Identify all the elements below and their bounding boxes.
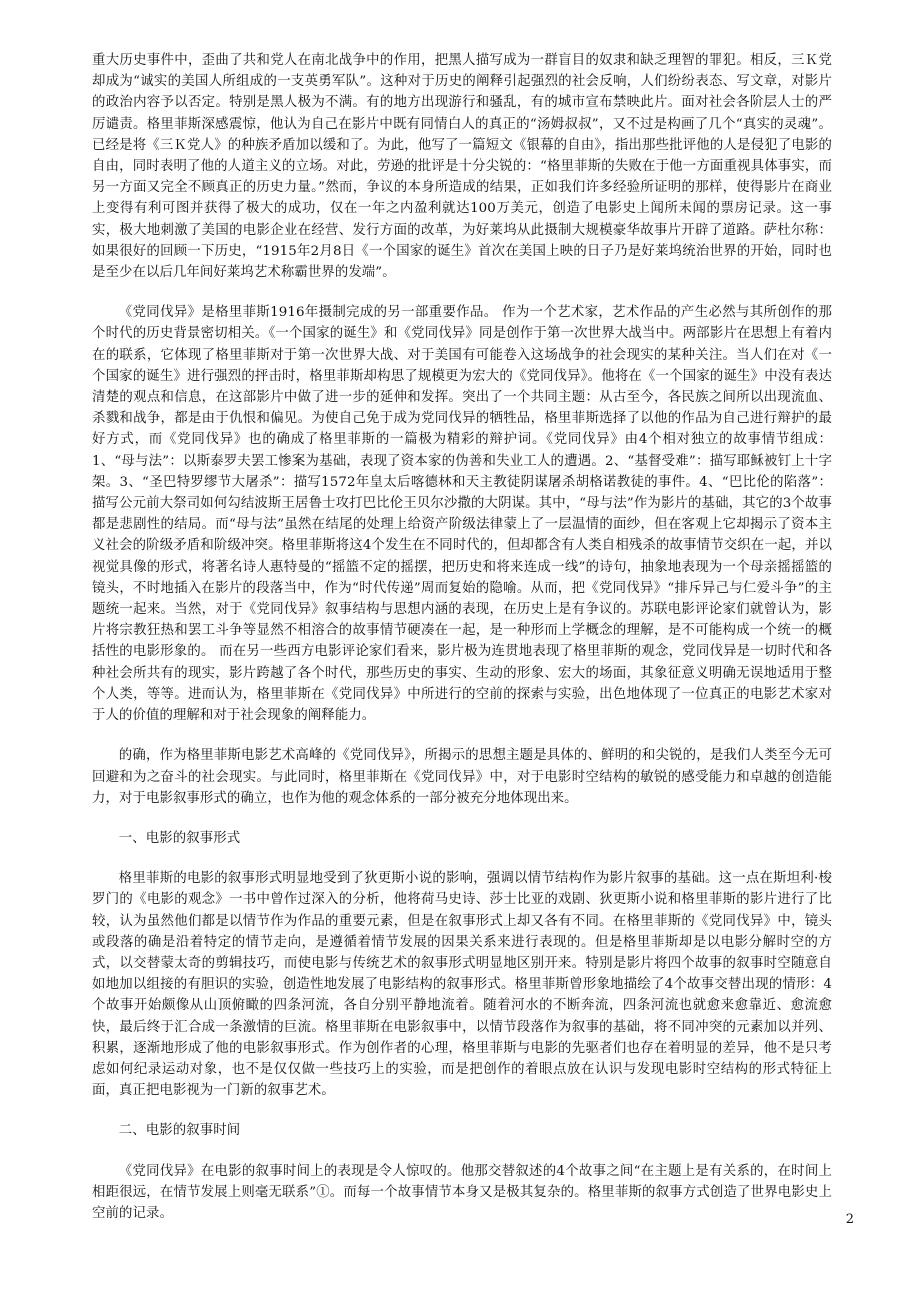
paragraph-5: 《党同伐异》在电影的叙事时间上的表现是令人惊叹的。他那交替叙述的4个故事之间“在主题上是有关系的，在时间上相距很远，在情节发展上则毫无联系”①。而每一个故事情节本身又是极其复杂的。格里菲斯的叙事方式创造了世界电影史上空前的记录。 xyxy=(92,1163,832,1221)
page-number: 2 xyxy=(845,1212,854,1227)
document-body xyxy=(92,50,832,1243)
section-heading-1: 一、电影的叙事形式 xyxy=(118,830,241,846)
paragraph-2: 《党同伐异》是格里菲斯1916年摄制完成的另一部重要作品。 作为一个艺术家，艺术作品的产生必然与其所创作的那个时代的历史背景密切相关。《一个国家的诞生》和《党同伐异》同是创作于第一次世界大战当中。两部影片在思想上有着内在的联系，它体现了格里菲斯对于第一次世界大战、对于美国有可能卷入这场战争的社会现实的某种关注。当人们在对《一个国家的诞生》进行强烈的抨击时，格里菲斯却构思了规模更为宏大的《党同伐异》。他将在《一个国家的诞生》中没有表达清楚的观点和信息，在这部影片中做了进一步的延伸和发挥。突出了一个共同主题：从古至今，各民族之间所以出现流血、杀戮和战争，都是由于仇恨和偏见。为使自己免于成为党同伐异的牺牲品，格里菲斯选择了以他的作品为自己进行辩护的最好方式，而《党同伐异》也的确成了格里菲斯的一篇极为精彩的辩护词。《党同伐异》由4个相对独立的故事情节组成：1、“母与法”：以斯泰罗夫罢工惨案为基础，表现了资本家的伪善和失业工人的遭遇。2、“基督受难”：描写耶稣被钉上十字架。3、“圣巴特罗缪节大屠杀”：描写1572年皇太后喀德林和天主教徒阴谋屠杀胡格诺教徒的事件。4、“巴比伦的陷落”：描写公元前大祭司如何勾结波斯王居鲁士攻打巴比伦王贝尔沙撒的大阴谋。其中，“母与法”作为影片的基础，其它的3个故事都是悲剧性的结局。而“母与法”虽然在结尾的处理上给资产阶级法律蒙上了一层温情的面纱，但在客观上它却揭示了资本主义社会的阶级矛盾和阶级冲突。格里菲斯将这4个发生在不同时代的，但却都含有人类自相残杀的故事情节交织在一起，并以视觉具像的形式，将著名诗人惠特曼的“摇篮不定的摇摆，把历史和将来连成一线”的诗句，抽象地表现为一个母亲摇摇篮的镜头，不时地插入在影片的段落当中，作为“时代传递”周而复始的隐喻。从而，把《党同伐异》“排斥异己与仁爱斗争”的主题统一起来。当然，对于《党同伐异》叙事结构与思想内涵的表现，在历史上是有争议的。苏联电影评论家们就曾认为，影片将宗教狂热和罢工斗争等显然不相溶合的故事情节硬凑在一起，是一种形而上学概念的理解，是不可能构成一个统一的概括性的电影形象的。 而在另一些西方电影评论家们看来，影片极为连贯地表现了格里菲斯的观念，党同伐异是一切时代和各种社会所共有的现实，影片跨越了各个时代，那些历史的事实、生动的形象、宏大的场面，其象征意义明确无误地适用于整个人类，等等。进而认为，格里菲斯在《党同伐异》中所进行的空前的探索与实验，出色地体现了一位真正的电影艺术家对于人的价值的理解和对于社会现象的阐释能力。 xyxy=(92,305,832,724)
section-heading-2: 二、电影的叙事时间 xyxy=(118,1123,241,1139)
paragraph-1: 重大历史事件中，歪曲了共和党人在南北战争中的作用，把黑人描写成为一群盲目的奴隶和缺乏理智的罪犯。相反，三Ｋ党却成为“诚实的美国人所组成的一支英勇军队”。这种对于历史的阐释引起强烈的社会反响，人们纷纷表态、写文章，对影片的政治内容予以否定。特别是黑人极为不满。有的地方出现游行和骚乱，有的城市宣布禁映此片。面对社会各阶层人士的严厉谴责。格里菲斯深感震惊，他认为自己在影片中既有同情白人的真正的“汤姆叔叔”，又不过是构画了几个“真实的灵魂”。已经是将《三Ｋ党人》的种族矛盾加以缓和了。为此，他写了一篇短文《银幕的自由》，指出那些批评他的人是侵犯了电影的自由，同时表明了他的人道主义的立场。对此，劳逊的批评是十分尖锐的：“格里菲斯的失败在于他一方面重视具体事实，而另一方面又完全不顾真正的历史力量。”然而，争议的本身所造成的结果，正如我们许多经验所证明的那样，使得影片在商业上变得有利可图并获得了极大的成功，仅在一年之内盈利就达100万美元，创造了电影史上闻所未闻的票房记录。这一事实，极大地刺激了美国的电影企业在经营、发行方面的改革，为好莱坞从此摄制大规模豪华故事片开辟了道路。萨杜尔称：如果很好的回顾一下历史，“1915年2月8日《一个国家的诞生》首次在美国上映的日子乃是好莱坞统治世界的开始，同时也是至少在以后几年间好莱坞艺术称霸世界的发端”。 xyxy=(92,53,832,281)
paragraph-3: 的确，作为格里菲斯电影艺术高峰的《党同伐异》，所揭示的思想主题是具体的、鲜明的和尖锐的，是我们人类至今无可回避和为之奋斗的社会现实。与此同时，格里菲斯在《党同伐异》中，对于电影时空结构的敏锐的感受能力和卓越的创造能力，对于电影叙事形式的确立，也作为他的观念体系的一部分被充分地体现出来。 xyxy=(92,748,832,806)
paragraph-4: 格里菲斯的电影的叙事形式明显地受到了狄更斯小说的影响，强调以情节结构作为影片叙事的基础。这一点在斯坦利·梭罗门的《电影的观念》一书中曾作过深入的分析，他将荷马史诗、莎士比亚的戏剧、狄更斯小说和格里菲斯的影片进行了比较，认为虽然他们都是以情节作为作品的重要元素，但是在叙事形式上却又各有不同。在格里菲斯的《党同伐异》中，镜头或段落的确是沿着特定的情节走向，是遵循着情节发展的因果关系来进行表现的。但是格里菲斯却是以电影分解时空的方式，以交替蒙太奇的剪辑技巧，而使电影与传统艺术的叙事形式明显地区别开来。特别是影片将四个故事的叙事时空随意自如地加以组接的有胆识的实验，创造性地发展了电影结构的叙事形式。格里菲斯曾形象地描绘了4个故事交替出现的情形：4个故事开始颇像从山顶俯瞰的四条河流，各自分别平静地流着。随着河水的不断奔流，四条河流也就愈来愈靠近、愈流愈快，最后终于汇合成一条激情的巨流。格里菲斯在电影叙事中，以情节段落作为叙事的基础，将不同冲突的元素加以并列、积累，逐渐地形成了他的电影叙事形式。作为创作者的心理，格里菲斯与电影的先驱者们也存在着明显的差异，他不是只考虑如何纪录运动对象，也不是仅仅做一些技巧上的实验，而是把创作的着眼点放在认识与发现电影时空结构的形式特征上面，真正把电影视为一门新的叙事艺术。 xyxy=(92,871,832,1099)
